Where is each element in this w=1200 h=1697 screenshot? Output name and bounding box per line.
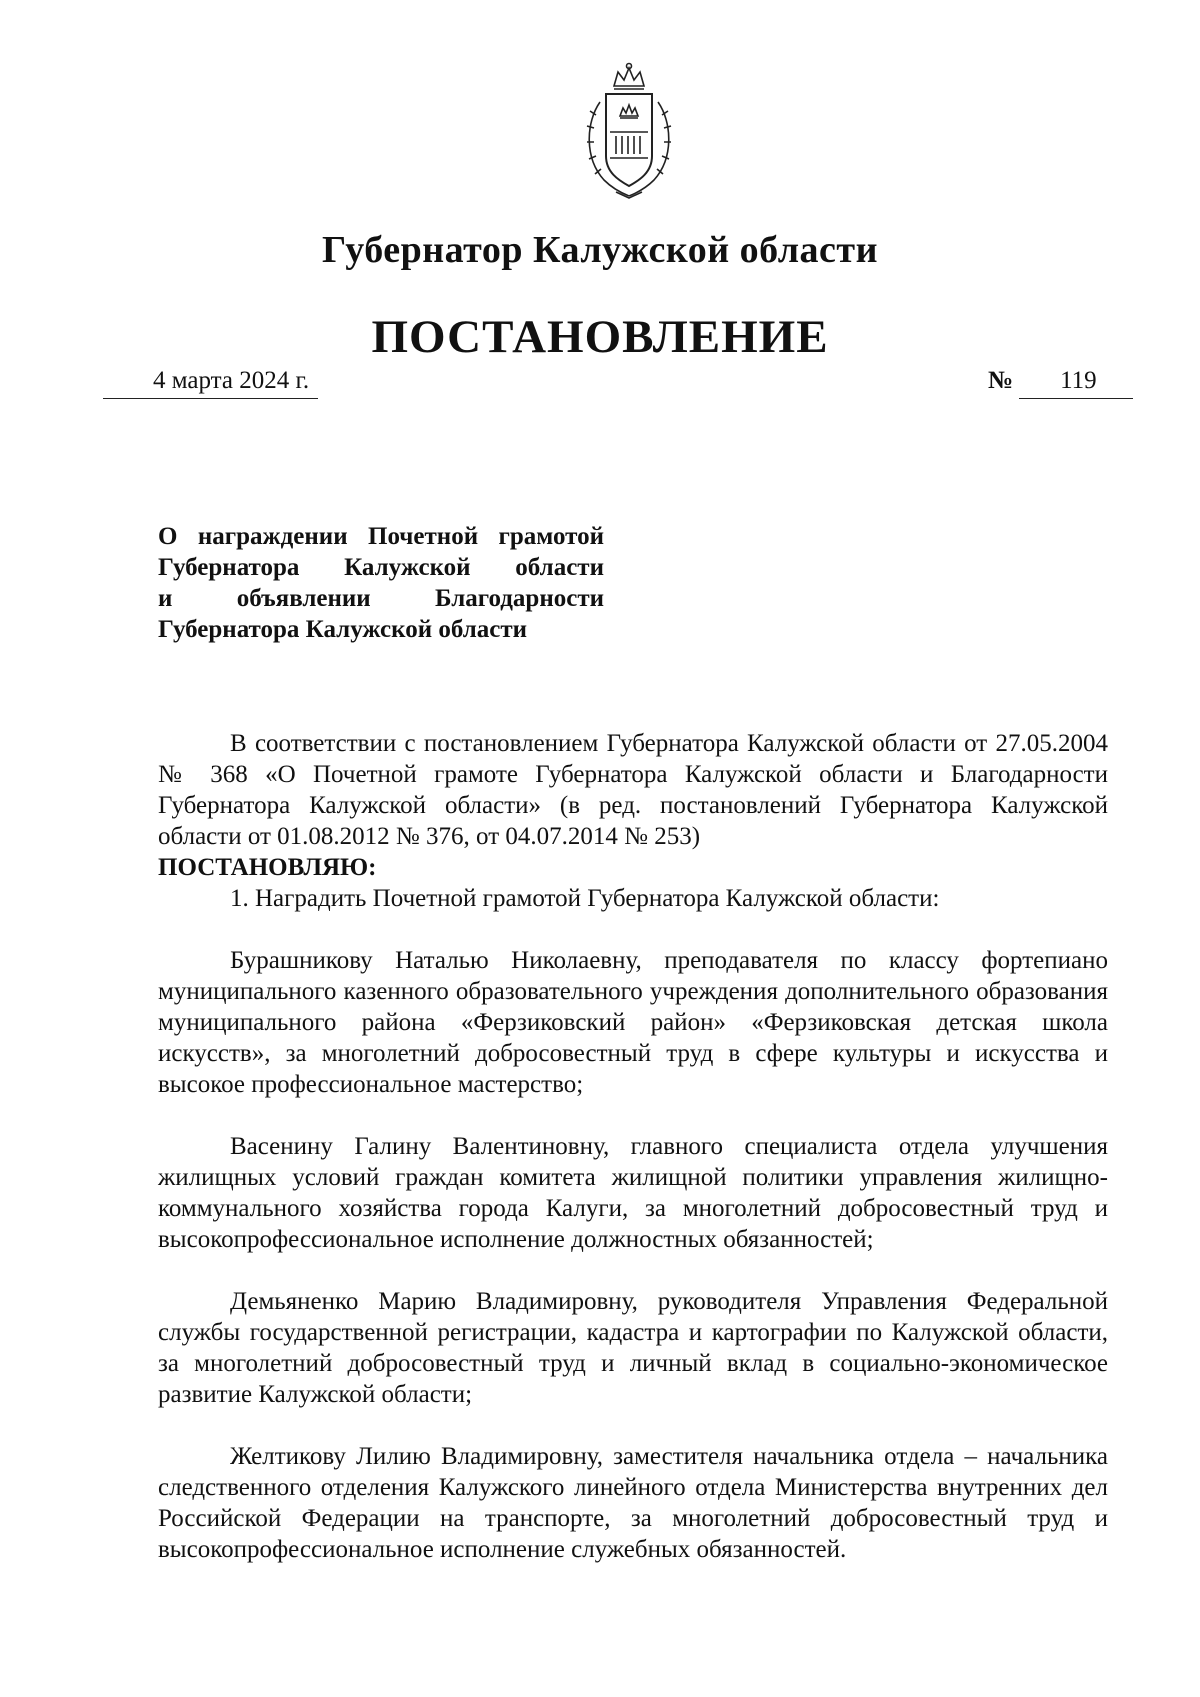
awardee-paragraph: Демьяненко Марию Владимировну, руководителя Управления Федеральной службы государственной регистрации, кадастра и картографии по Калужской области, за многолетний добросовестный труд и личный вклад в социально-экономическое развитие Калужской области; xyxy=(158,1288,1108,1408)
document-number: 119 xyxy=(1019,364,1133,399)
title-line: и объявлении Благодарности xyxy=(158,585,604,612)
document-type: ПОСТАНОВЛЕНИЕ xyxy=(371,311,829,363)
document-date-field xyxy=(103,364,318,399)
document-date: 4 марта 2024 г. xyxy=(153,367,310,394)
decree-word: ПОСТАНОВЛЯЮ: xyxy=(158,854,377,881)
document-title xyxy=(158,521,604,645)
awardee-paragraph: Желтикову Лилию Владимировну, заместителя начальника отдела – начальника следственного отделения Калужского линейного отдела Министерства внутренних дел Российской Федерации на транспорте, за многолетний добросовестный труд и высокопрофессиональное исполнение служебных обязанностей. xyxy=(158,1443,1108,1563)
coat-of-arms-emblem xyxy=(570,60,688,200)
awardee-paragraph: Бурашникову Наталью Николаевну, преподавателя по классу фортепиано муниципального казенного образовательного учреждения дополнительного образования муниципального района «Ферзиковский район» «Ферзиковская детская школа искусств», за многолетний добросовестный труд в сфере культуры и искусства и высокое профессиональное мастерство; xyxy=(158,947,1108,1098)
document-body xyxy=(158,728,1108,1565)
awardee-paragraph: Васенину Галину Валентиновну, главного специалиста отдела улучшения жилищных условий граждан комитета жилищной политики управления жилищно-коммунального хозяйства города Калуги, за многолетний добросовестный труд и высокопрофессиональное исполнение должностных обязанностей; xyxy=(158,1133,1108,1253)
document-number-field xyxy=(988,364,1147,399)
issuing-authority: Губернатор Калужской области xyxy=(322,229,878,271)
preamble-paragraph: В соответствии с постановлением Губернатора Калужской области от 27.05.2004 № 368 «О Почетной грамоте Губернатора Калужской области и Благодарности Губернатора Калужской области» (в ред. постановлений Губернатора Калужской области от 01.08.2012 № 376, от 04.07.2014 № 253) xyxy=(158,730,1108,850)
number-sign: № xyxy=(988,367,1014,394)
item-1-paragraph: 1. Наградить Почетной грамотой Губернатора Калужской области: xyxy=(230,885,940,912)
title-line: О награждении Почетной грамотой xyxy=(158,523,604,550)
title-line: Губернатора Калужской области xyxy=(158,554,604,581)
title-line: Губернатора Калужской области xyxy=(158,616,528,643)
